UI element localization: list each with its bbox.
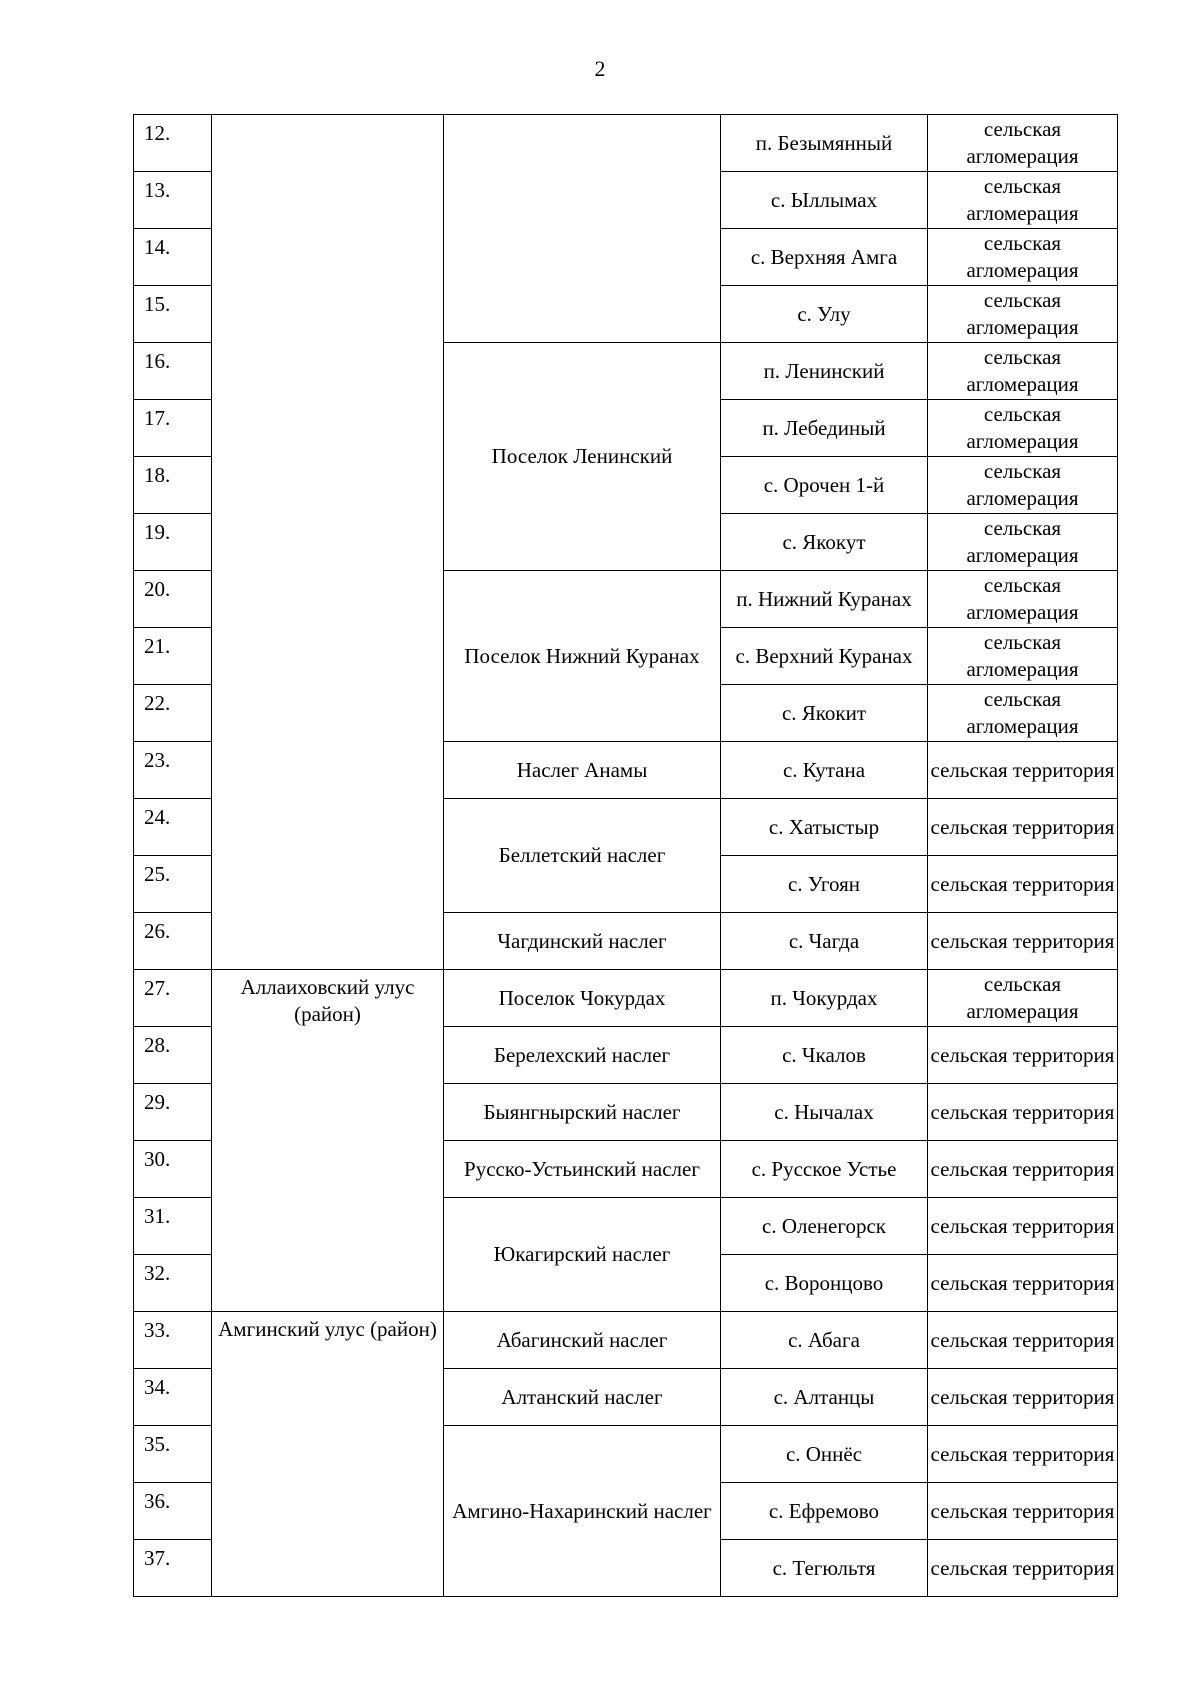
- settlement-type-cell: сельская агломерация: [928, 115, 1118, 172]
- row-number: 19.: [134, 514, 212, 571]
- row-number: 29.: [134, 1084, 212, 1141]
- row-number: 21.: [134, 628, 212, 685]
- municipality-cell: Русско-Устьинский наслег: [444, 1141, 721, 1198]
- district-cell: Аллаиховский улус (район): [212, 970, 444, 1312]
- district-cell: Амгинский улус (район): [212, 1312, 444, 1597]
- settlement-cell: с. Оннёс: [721, 1426, 928, 1483]
- row-number: 35.: [134, 1426, 212, 1483]
- settlement-cell: с. Воронцово: [721, 1255, 928, 1312]
- table-row: [134, 970, 1118, 1027]
- settlement-cell: п. Ленинский: [721, 343, 928, 400]
- settlement-type-cell: сельская агломерация: [928, 457, 1118, 514]
- settlement-cell: с. Угоян: [721, 856, 928, 913]
- settlement-type-cell: сельская территория: [928, 1483, 1118, 1540]
- settlement-cell: с. Тегюльтя: [721, 1540, 928, 1597]
- settlement-type-cell: сельская территория: [928, 1141, 1118, 1198]
- municipality-cell: Берелехский наслег: [444, 1027, 721, 1084]
- settlement-type-cell: сельская территория: [928, 913, 1118, 970]
- row-number: 15.: [134, 286, 212, 343]
- settlement-cell: с. Абага: [721, 1312, 928, 1369]
- settlement-type-cell: сельская территория: [928, 799, 1118, 856]
- row-number: 28.: [134, 1027, 212, 1084]
- settlement-cell: с. Нычалах: [721, 1084, 928, 1141]
- settlement-cell: с. Чагда: [721, 913, 928, 970]
- row-number: 13.: [134, 172, 212, 229]
- municipality-cell: Поселок Нижний Куранах: [444, 571, 721, 742]
- settlement-type-cell: сельская территория: [928, 1540, 1118, 1597]
- settlement-type-cell: сельская территория: [928, 742, 1118, 799]
- settlements-table: [133, 114, 1118, 1597]
- municipality-cell: Амгино-Нахаринский наслег: [444, 1426, 721, 1597]
- settlement-cell: с. Верхняя Амга: [721, 229, 928, 286]
- table-row: [134, 1312, 1118, 1369]
- settlement-type-cell: сельская территория: [928, 1027, 1118, 1084]
- row-number: 27.: [134, 970, 212, 1027]
- municipality-cell: Поселок Чокурдах: [444, 970, 721, 1027]
- municipality-cell: Беллетский наслег: [444, 799, 721, 913]
- settlement-type-cell: сельская территория: [928, 1084, 1118, 1141]
- settlement-cell: п. Лебединый: [721, 400, 928, 457]
- table-row: [134, 115, 1118, 172]
- settlement-type-cell: сельская территория: [928, 1255, 1118, 1312]
- municipality-cell: [444, 115, 721, 343]
- settlement-type-cell: сельская территория: [928, 1369, 1118, 1426]
- row-number: 14.: [134, 229, 212, 286]
- settlement-type-cell: сельская территория: [928, 1198, 1118, 1255]
- settlement-type-cell: сельская агломерация: [928, 571, 1118, 628]
- row-number: 16.: [134, 343, 212, 400]
- settlement-cell: п. Чокурдах: [721, 970, 928, 1027]
- municipality-cell: Поселок Ленинский: [444, 343, 721, 571]
- row-number: 37.: [134, 1540, 212, 1597]
- settlement-cell: с. Кутана: [721, 742, 928, 799]
- district-cell: [212, 115, 444, 970]
- row-number: 31.: [134, 1198, 212, 1255]
- settlement-type-cell: сельская территория: [928, 1312, 1118, 1369]
- settlement-type-cell: сельская агломерация: [928, 286, 1118, 343]
- settlement-type-cell: сельская агломерация: [928, 172, 1118, 229]
- settlement-type-cell: сельская территория: [928, 856, 1118, 913]
- settlement-cell: с. Якокит: [721, 685, 928, 742]
- settlement-type-cell: сельская агломерация: [928, 628, 1118, 685]
- row-number: 32.: [134, 1255, 212, 1312]
- row-number: 17.: [134, 400, 212, 457]
- row-number: 34.: [134, 1369, 212, 1426]
- municipality-cell: Абагинский наслег: [444, 1312, 721, 1369]
- row-number: 30.: [134, 1141, 212, 1198]
- settlement-cell: с. Якокут: [721, 514, 928, 571]
- page-number: 2: [594, 56, 606, 81]
- row-number: 20.: [134, 571, 212, 628]
- settlement-cell: с. Алтанцы: [721, 1369, 928, 1426]
- settlement-type-cell: сельская агломерация: [928, 229, 1118, 286]
- settlement-cell: п. Безымянный: [721, 115, 928, 172]
- settlement-cell: п. Нижний Куранах: [721, 571, 928, 628]
- settlement-type-cell: сельская агломерация: [928, 514, 1118, 571]
- settlement-type-cell: сельская территория: [928, 1426, 1118, 1483]
- municipality-cell: Быянгнырский наслег: [444, 1084, 721, 1141]
- settlement-type-cell: сельская агломерация: [928, 343, 1118, 400]
- row-number: 18.: [134, 457, 212, 514]
- row-number: 33.: [134, 1312, 212, 1369]
- settlement-cell: с. Оленегорск: [721, 1198, 928, 1255]
- row-number: 24.: [134, 799, 212, 856]
- settlement-type-cell: сельская агломерация: [928, 400, 1118, 457]
- settlement-cell: с. Чкалов: [721, 1027, 928, 1084]
- settlement-cell: с. Верхний Куранах: [721, 628, 928, 685]
- row-number: 25.: [134, 856, 212, 913]
- settlement-type-cell: сельская агломерация: [928, 970, 1118, 1027]
- settlement-type-cell: сельская агломерация: [928, 685, 1118, 742]
- settlement-cell: с. Ыллымах: [721, 172, 928, 229]
- settlement-cell: с. Улу: [721, 286, 928, 343]
- row-number: 12.: [134, 115, 212, 172]
- municipality-cell: Чагдинский наслег: [444, 913, 721, 970]
- municipality-cell: Алтанский наслег: [444, 1369, 721, 1426]
- row-number: 36.: [134, 1483, 212, 1540]
- row-number: 23.: [134, 742, 212, 799]
- settlement-cell: с. Русское Устье: [721, 1141, 928, 1198]
- settlement-cell: с. Хатыстыр: [721, 799, 928, 856]
- row-number: 22.: [134, 685, 212, 742]
- settlement-cell: с. Орочен 1-й: [721, 457, 928, 514]
- municipality-cell: Наслег Анамы: [444, 742, 721, 799]
- municipality-cell: Юкагирский наслег: [444, 1198, 721, 1312]
- row-number: 26.: [134, 913, 212, 970]
- settlement-cell: с. Ефремово: [721, 1483, 928, 1540]
